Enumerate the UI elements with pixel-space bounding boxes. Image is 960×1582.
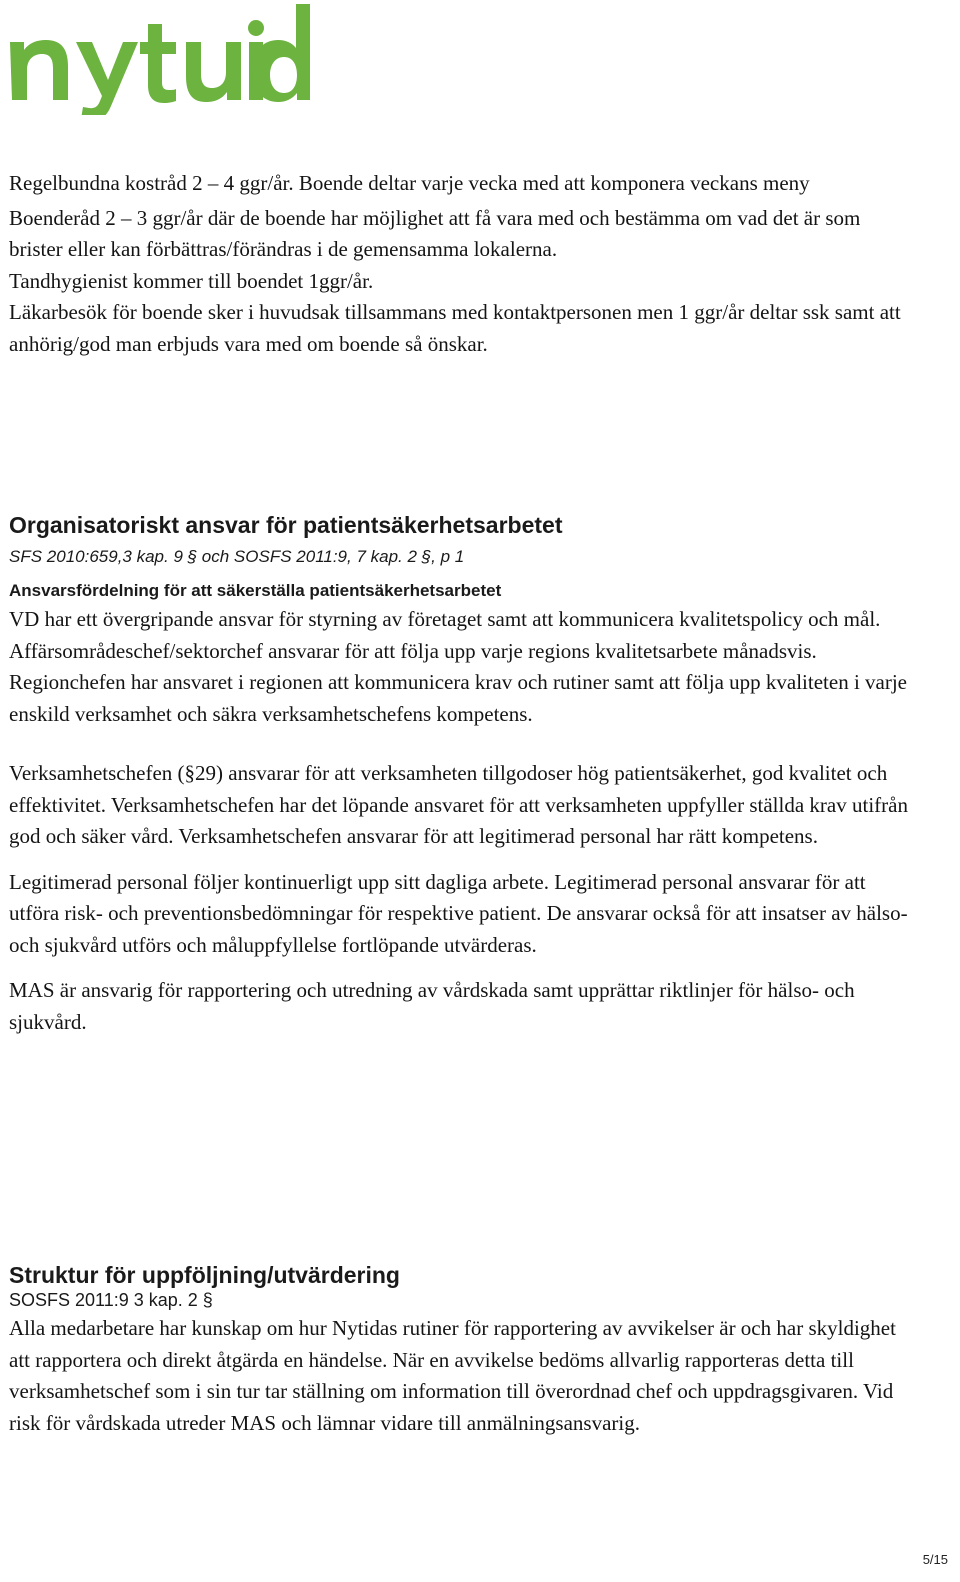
paragraph-vd: VD har ett övergripande ansvar för styrning av företaget samt att kommunicera kvalitetspolicy och mål. — [9, 607, 881, 631]
section-struktur-uppfoljning — [9, 1261, 909, 1439]
section-subheading: Ansvarsfördelning för att säkerställa patientsäkerhetsarbetet — [9, 581, 502, 600]
section2-heading: Struktur för uppföljning/utvärdering — [9, 1262, 400, 1288]
section-organisatoriskt-ansvar — [9, 511, 909, 1038]
section-heading: Organisatoriskt ansvar för patientsäkerhetsarbetet — [9, 512, 563, 538]
intro-paragraph-lakarbesok: Läkarbesök för boende sker i huvudsak tillsammans med kontaktpersonen men 1 ggr/år deltar ssk samt att anhörig/god man erbjuds vara med om boende så önskar. — [9, 300, 901, 356]
paragraph-legitimerad-personal: Legitimerad personal följer kontinuerligt upp sitt dagliga arbete. Legitimerad personal ansvarar för att utföra risk- och preventionsbedömningar för respektive patient. De ansvarar också för att insatser av hälso- och sjukvård utförs och måluppfyllelse fortlöpande utvärderas. — [9, 869, 908, 957]
paragraph-mas: MAS är ansvarig för rapportering och utredning av vårdskada samt upprättar riktlinjer för hälso- och sjukvård. — [9, 978, 855, 1034]
section2-reference: SOSFS 2011:9 3 kap. 2 § — [9, 1290, 213, 1310]
paragraph-verksamhetschefen: Verksamhetschefen (§29) ansvarar för att verksamheten tillgodoser hög patientsäkerhet, god kvalitet och effektivitet. Verksamhetschefen har det löpande ansvaret för att verksamheten uppfyller ställda krav utifrån god och säker vård. Verksamhetschefen ansvarar för att legitimerad personal har rätt kompetens. — [9, 761, 908, 848]
intro-paragraph-tandhygienist: Tandhygienist kommer till boendet 1ggr/år. — [9, 268, 374, 293]
paragraph-regionchefen: Regionchefen har ansvaret i regionen att kommunicera krav och rutiner samt att följa upp kvaliteten i varje enskild verksamhet och säkra verksamhetschefens kompetens. — [9, 670, 907, 726]
section-reference: SFS 2010:659,3 kap. 9 § och SOSFS 2011:9, 7 kap. 2 §, p 1 — [9, 547, 465, 566]
intro-paragraph-kostrad: Regelbundna kostråd 2 – 4 ggr/år. Boende deltar varje vecka med att komponera veckans meny — [9, 171, 810, 195]
intro-paragraph-boenderad: Boenderåd 2 – 3 ggr/år där de boende har möjlighet att få vara med och bestämma om vad det är som brister eller kan förbättras/förändras i de gemensamma lokalerna. — [9, 205, 861, 261]
nytida-logo — [6, 0, 316, 115]
page-number: 5/15 — [922, 1552, 948, 1567]
intro-block — [9, 168, 909, 360]
paragraph-affarsomradeschef: Affärsområdeschef/sektorchef ansvarar för att följa upp varje regions kvalitetsarbete månadsvis. — [9, 638, 817, 663]
section2-paragraph: Alla medarbetare har kunskap om hur Nytidas rutiner för rapportering av avvikelser är och har skyldighet att rapportera och direkt åtgärda en händelse. När en avvikelse bedöms allvarlig rapporteras detta till verksamhetschef som i sin tur tar ställning om information till överordnad chef och uppdragsgivaren. Vid risk för vårdskada utreder MAS och lämnar vidare till anmälningsansvarig. — [9, 1316, 896, 1435]
